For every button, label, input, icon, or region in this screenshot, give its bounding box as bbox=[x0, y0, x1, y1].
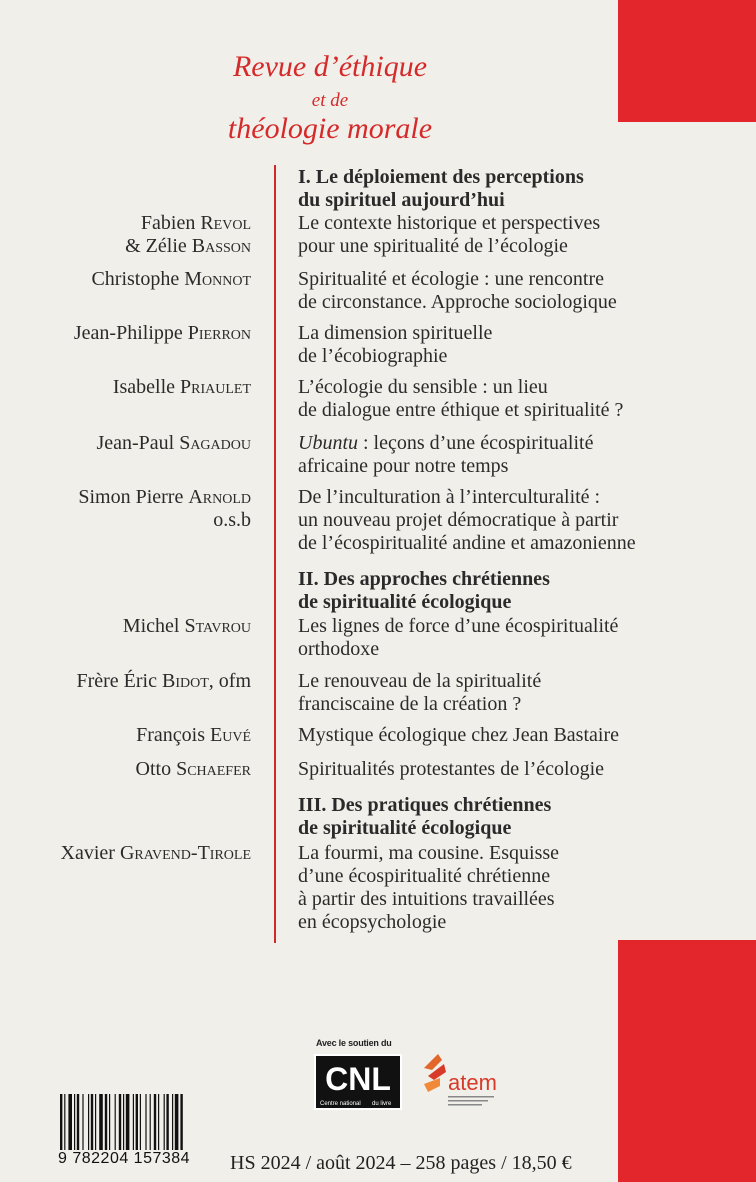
article-title-fourmi: La fourmi, ma cousine. Esquisse d’une écospiritualité chrétienne à partir des intuitions travaillées en écopsychologie bbox=[298, 842, 560, 933]
author-arnold: Simon Pierre Arnold o.s.b bbox=[78, 486, 251, 531]
svg-text:CNL: CNL bbox=[325, 1061, 391, 1097]
journal-title-line3: théologie morale bbox=[227, 112, 433, 145]
cnl-logo bbox=[314, 1054, 402, 1110]
author-schaefer: Otto Schaefer bbox=[135, 758, 251, 780]
section-heading-1: I. Le déploiement des perceptions du spirituel aujourd’hui bbox=[298, 166, 584, 211]
article-title-mystique: Mystique écologique chez Jean Bastaire bbox=[298, 724, 619, 746]
author-priaulet: Isabelle Priaulet bbox=[112, 376, 251, 398]
vertical-divider bbox=[274, 165, 276, 943]
journal-title-line1: Revue d’éthique bbox=[232, 50, 428, 83]
issue-info: HS 2024 / août 2024 – 258 pages / 18,50 € bbox=[230, 1152, 572, 1174]
svg-text:du livre: du livre bbox=[372, 1101, 392, 1107]
article-title-inculturation: De l’inculturation à l’interculturalité : un nouveau projet démocratique à partir de l’écospiritualité andine et amazonienne bbox=[298, 486, 636, 554]
article-title-lignes-de-force: Les lignes de force d’une écospiritualité orthodoxe bbox=[298, 615, 619, 660]
section-heading-2: II. Des approches chrétiennes de spiritualité écologique bbox=[298, 568, 550, 613]
section-heading-3: III. Des pratiques chrétiennes de spiritualité écologique bbox=[298, 794, 552, 839]
author-revol-basson: Fabien Revol & Zélie Basson bbox=[125, 212, 251, 257]
red-corner-block-top bbox=[618, 0, 756, 122]
atem-logo bbox=[418, 1050, 504, 1110]
author-pierron: Jean-Philippe Pierron bbox=[73, 322, 251, 344]
author-gravend-tirole: Xavier Gravend-Tirole bbox=[60, 842, 251, 864]
author-euve: François Euvé bbox=[136, 724, 251, 746]
svg-text:atem: atem bbox=[448, 1070, 497, 1095]
article-title-contexte: Le contexte historique et perspectives pour une spiritualité de l’écologie bbox=[298, 212, 601, 257]
article-title-ubuntu: Ubuntu : leçons d’une écospiritualité africaine pour notre temps bbox=[298, 432, 594, 477]
author-monnot: Christophe Monnot bbox=[91, 268, 251, 290]
svg-text:Centre national: Centre national bbox=[320, 1101, 361, 1107]
article-title-dimension-spirituelle: La dimension spirituelle de l’écobiographie bbox=[298, 322, 493, 367]
author-bidot: Frère Éric Bidot, ofm bbox=[76, 670, 251, 692]
article-title-ecologie-sensible: L’écologie du sensible : un lieu de dialogue entre éthique et spiritualité ? bbox=[298, 376, 624, 421]
red-corner-block-bottom bbox=[618, 940, 756, 1182]
article-title-renouveau: Le renouveau de la spiritualité franciscaine de la création ? bbox=[298, 670, 542, 715]
article-title-spiritualite-ecologie: Spiritualité et écologie : une rencontre de circonstance. Approche sociologique bbox=[298, 268, 617, 313]
journal-title-line2: et de bbox=[311, 90, 349, 111]
barcode bbox=[58, 1094, 214, 1150]
author-stavrou: Michel Stavrou bbox=[122, 615, 251, 637]
author-sagadou: Jean-Paul Sagadou bbox=[96, 432, 251, 454]
article-title-protestantes: Spiritualités protestantes de l’écologie bbox=[298, 758, 605, 780]
support-text: Avec le soutien du bbox=[316, 1038, 392, 1048]
barcode-number: 9 782204 157384 bbox=[58, 1150, 191, 1167]
